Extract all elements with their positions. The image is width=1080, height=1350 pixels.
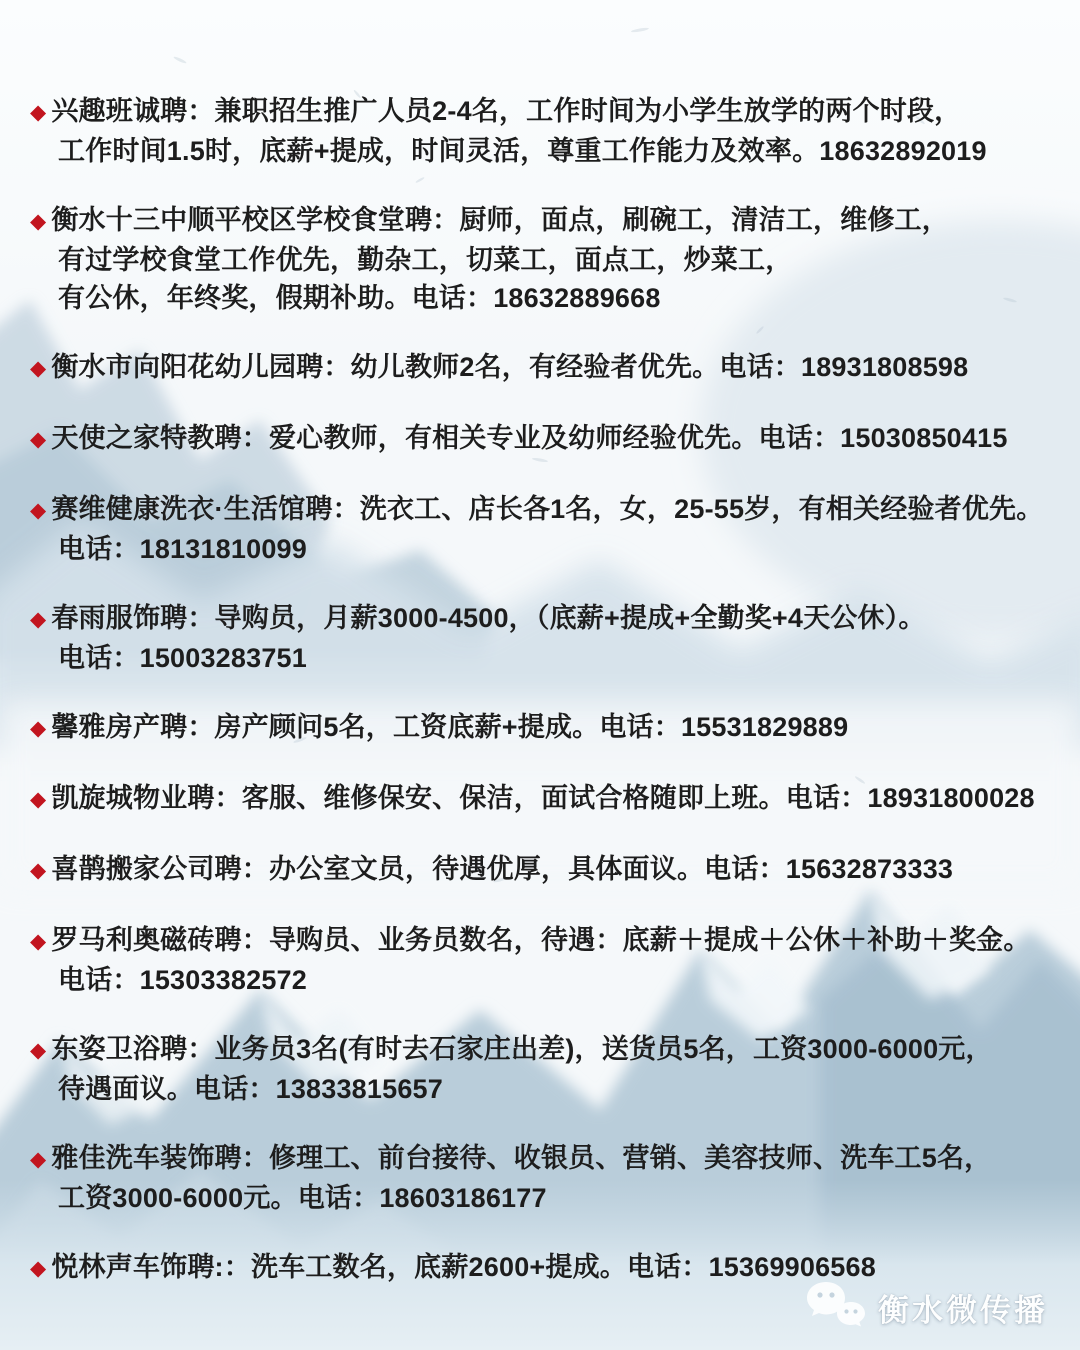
listing-text: 悦林声车饰聘:：洗车工数名，底薪2600+提成。电话：15369906568 [51,1252,876,1282]
diamond-bullet-icon: ◆ [30,101,47,124]
diamond-bullet-icon: ◆ [30,1039,47,1062]
listing-line: 有公休，年终奖，假期补助。电话：18632889668 [58,283,661,313]
job-listing [30,599,1054,677]
diamond-bullet-icon: ◆ [30,428,47,451]
listing-line [30,850,1054,890]
job-listing [30,419,1054,459]
listing-text: 衡水十三中顺平校区学校食堂聘：厨师，面点，刷碗工，清洁工，维修工， [51,205,949,235]
diamond-bullet-icon: ◆ [30,930,47,953]
listing-line [30,490,1054,530]
job-listing [30,201,1054,317]
diamond-bullet-icon: ◆ [30,210,47,233]
listing-text: 馨雅房产聘：房产顾问5名，工资底薪+提成。电话：15531829889 [51,712,849,742]
diamond-bullet-icon: ◆ [30,788,47,811]
watermark [804,1280,1048,1334]
diamond-bullet-icon: ◆ [30,357,47,380]
listing-line [30,92,1054,132]
listing-text: 喜鹊搬家公司聘：办公室文员，待遇优厚，具体面议。电话：15632873333 [51,854,954,884]
diamond-bullet-icon: ◆ [30,717,47,740]
listing-text: 雅佳洗车装饰聘：修理工、前台接待、收银员、营销、美容技师、洗车工5名， [51,1143,992,1173]
listing-text: 东姿卫浴聘：业务员3名(有时去石家庄出差)，送货员5名，工资3000-6000元， [51,1034,993,1064]
listing-line: 待遇面议。电话：13833815657 [58,1074,443,1104]
listing-line [30,1139,1054,1179]
listing-text: 赛维健康洗衣·生活馆聘：洗衣工、店长各1名，女，25-55岁，有相关经验者优先。 [51,494,1044,524]
job-listing [30,1139,1054,1217]
listing-text: 天使之家特教聘：爱心教师，有相关专业及幼师经验优先。电话：15030850415 [51,423,1008,453]
listing-line [30,201,1054,241]
listing-line: 电话：15303382572 [58,965,307,995]
listing-line [30,708,1054,748]
listing-line [30,419,1054,459]
listing-text: 春雨服饰聘：导购员，月薪3000-4500，（底薪+提成+全勤奖+4天公休）。 [51,603,926,633]
diamond-bullet-icon: ◆ [30,859,47,882]
listing-line [30,599,1054,639]
job-listing [30,779,1054,819]
listing-text: 兴趣班诚聘：兼职招生推广人员2-4名，工作时间为小学生放学的两个时段， [51,96,962,126]
listing-text: 凯旋城物业聘：客服、维修保安、保洁，面试合格随即上班。电话：18931800028 [51,783,1035,813]
listing-line [30,779,1054,819]
job-listing [30,921,1054,999]
job-listing [30,92,1054,170]
listing-line: 电话：18131810099 [58,534,307,564]
listing-line [30,1030,1054,1070]
job-listing [30,708,1054,748]
listing-line: 有过学校食堂工作优先，勤杂工，切菜工，面点工，炒菜工， [58,245,793,275]
listing-text: 衡水市向阳花幼儿园聘：幼儿教师2名，有经验者优先。电话：18931808598 [51,352,969,382]
job-listing [30,850,1054,890]
job-listing [30,490,1054,568]
job-listing [30,1030,1054,1108]
listing-text: 罗马利奥磁砖聘：导购员、业务员数名，待遇：底薪＋提成＋公休＋补助＋奖金。 [51,925,1031,955]
diamond-bullet-icon: ◆ [30,499,47,522]
job-listing [30,348,1054,388]
wechat-icon [804,1280,870,1334]
listing-line [30,921,1054,961]
listing-line: 工作时间1.5时，底薪+提成，时间灵活，尊重工作能力及效率。18632892019 [58,136,987,166]
diamond-bullet-icon: ◆ [30,608,47,631]
listing-line: 电话：15003283751 [58,643,307,673]
listing-line: 工资3000-6000元。电话：18603186177 [58,1183,547,1213]
diamond-bullet-icon: ◆ [30,1257,47,1280]
listing-line [30,348,1054,388]
diamond-bullet-icon: ◆ [30,1148,47,1171]
watermark-text: 衡水微传播 [878,1292,1048,1328]
